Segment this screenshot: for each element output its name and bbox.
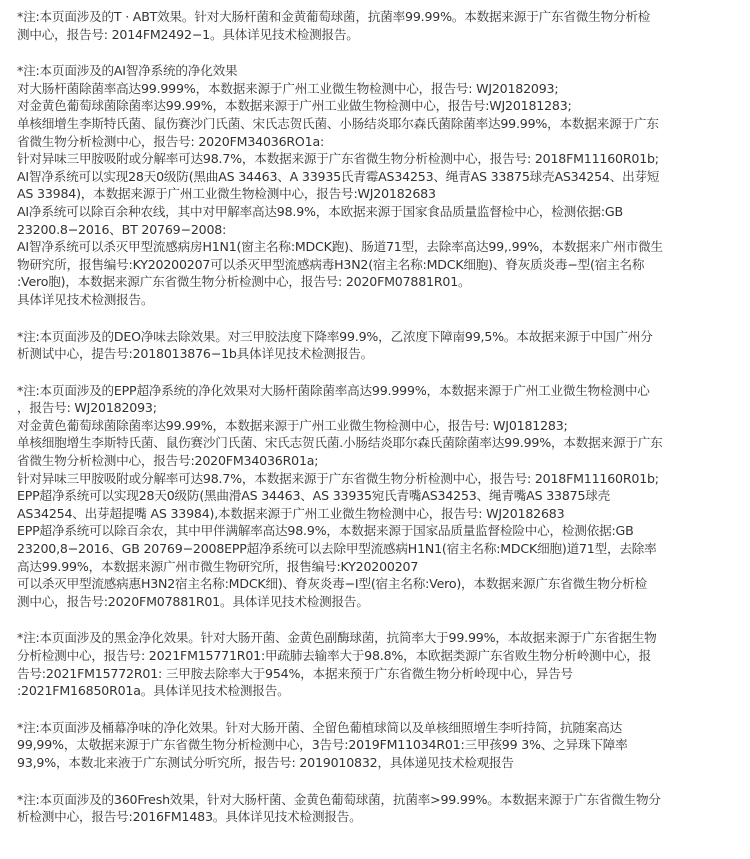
note-line: :2021FM16850R01a。具体详见技术检测报告。 — [17, 683, 290, 699]
note-line: 析测试中心，提告号:2018013876−1b具体详见技术检测报告。 — [17, 346, 374, 362]
note-line: *注:本页面涉及的EPP超净系统的净化效果对大肠杆菌除菌率高达99.999%，本数据来源于广州工业微生物检测中心 — [17, 382, 650, 398]
note-line: AI智净系统可以实现28天0级防(黑曲AS 34463、A 33935氏青霉AS34253、绳青AS 33875球壳AS34254、出芽短 — [17, 168, 660, 184]
note-line: 析检测中心，报告号:2016FM1483。具体详见技术检测报告。 — [17, 809, 362, 825]
note-line: 测中心，报告号:2020FM07881R01。具体详见技术检测报告。 — [17, 593, 369, 609]
note-line: *注:本页面涉及的T · ABT效果。针对大肠杆菌和金黄葡萄球菌，抗菌率99.99%。本数据来源于广东省微生物分析检 — [17, 9, 651, 24]
note-line: EPP超净系统可以实现28天0级防(黑曲滑AS 34463、AS 33935宛氏青嘴AS34253、绳青嘴AS 33875球壳 — [17, 488, 611, 504]
note-line: 省微生物分析检测中心，报告号:2020FM34036R01a; — [17, 453, 319, 469]
note-deo — [17, 328, 736, 363]
note-line: 单核细增生李斯特氏菌、鼠伤赛沙门氏菌、宋氏志贺氏菌、小肠结炎耶尔森氏菌除菌率达99.99%，本数据来源于广东 — [17, 115, 659, 131]
note-line: 具体详见技术检测报告。 — [17, 291, 154, 307]
note-360-fresh — [17, 791, 736, 826]
note-line: *注:本页面涉及的360Fresh效果，针对大肠杆菌、金黄色葡萄球菌，抗菌率>99.99%。本数据来源于广东省微生物分 — [17, 791, 661, 807]
note-line: AI净系统可以除百余种农线，其中对甲解率高达98.9%，本欧据来源于国家食品质量监督检中心，检测依据:GB — [17, 203, 623, 219]
note-line: *注:本页面涉及的AI智净系统的净化效果 — [17, 63, 238, 79]
note-line: 告号:2021FM15772R01: 三甲胺去除率大于954%，本据来预于广东省微生物分析岭现中心，异告号 — [17, 665, 573, 681]
note-line: 93,9%，本数北来液于广东测试分听究所，报告号: 2019010832，具体递见技术检观报告 — [17, 754, 514, 770]
note-line: 99,99%，太敬据来源于广东省微生物分析检测中心，3告号:2019FM11034R01:三甲孩99 3%、之异珠下障率 — [17, 737, 628, 753]
note-line: ，报告号: WJ20182093; — [17, 400, 157, 416]
note-line: 测中心，报告号: 2014FM2492−1。具体详见技术检测报告。 — [17, 26, 359, 42]
note-line: 高达99.99%，本数据来源广州市微生物研究所，报售编号:KY20200207 — [17, 558, 419, 574]
note-line: 分析检测中心，报告号: 2021FM15771R01:甲疏肺去输率大于98.8%，本欧据类源广东省败生物分析岭测中心，报 — [17, 648, 652, 663]
note-line: EPP超净系统可以除百余农，其中甲伴满解率高达98.9%，本数据来源于国家品质量监督检险中心，检测依据:GB — [17, 523, 634, 539]
note-line: 23200.8−2016、BT 20769−2008: — [17, 221, 227, 237]
note-tabt — [17, 8, 736, 43]
note-line: 可以杀灭甲型流感病惠H3N2宿主名称:MDCK细)、脊灰炎毒−I型(宿主名称:Vero)，本数据来源广东省微生物分析检 — [17, 576, 647, 592]
note-line: 对金黄色葡萄球菌除菌率达99.99%，本数据来源于广州工业微生物检测中心，报告号: WJ0181283; — [17, 417, 568, 433]
note-ai-purification — [17, 62, 736, 308]
note-bucket-deodorize — [17, 719, 736, 772]
note-line: :Vero胞)，本数据来源广东省微生物分析检测中心，报告号: 2020FM07881R01。 — [17, 274, 471, 290]
note-line: 针对异味三甲胺吸附或分解率可达98.7%，本数据来源于广东省微生物分析检测中心，报告号: 2018FM11160R01b; — [17, 151, 659, 167]
note-line: AS34254、出芽超提嘴 AS 33984),本数据来源于广州工业微生物检测中心，报告号: WJ20182683 — [17, 505, 565, 521]
note-line: AI智净系统可以杀灭甲型流感病房H1N1(窗主名称:MDCK跑)、肠道71型，去除率高达99,.99%，本数据来广州市微生 — [17, 239, 663, 255]
note-line: *注:本页面涉及桶幕净味的净化效果。针对大肠开菌、全留色葡植球简以及单核细照增生李听持简，抗随案高达 — [17, 719, 623, 735]
note-line: 针对异味三甲胺吸附或分解率可达98.7%，本数据来源于广东省微生物分析检测中心，报告号: 2018FM11160R01b; — [17, 470, 659, 486]
note-line: 对大肠杆菌除菌率高达99.999%，本数据来源于广州工业微生物检测中心，报告号: WJ20182093; — [17, 80, 559, 96]
note-line: 单核细胞增生李斯特氏菌、鼠伤赛沙门氏菌、宋氏志贺氏菌.小肠结炎耶尔森氏菌除菌率达99.99%，本数据来源于广东 — [17, 435, 663, 451]
note-line: 省微生物分析检测中心，报告号: 2020FM34036RO1a: — [17, 133, 325, 149]
note-line: 23200,8−2016、GB 20769−2008EPP超净系统可以去除甲型流感病H1N1(宿主名称:MDCK细胞)道71型，去除率 — [17, 541, 657, 557]
note-line: 物研究所，报售编号:KY20200207可以杀灭甲型流感病毒H3N2(宿主名称:MDCK细胞)、脊灰质炎毒−型(宿主名称 — [17, 256, 645, 272]
note-line: 对金黄色葡萄球菌除菌率达99.99%，本数据来源于广州工业做生物检测中心，报告号:WJ20181283; — [17, 98, 572, 114]
note-black-gold — [17, 629, 736, 699]
note-line: *注:本页面涉及的黑金净化效果。针对大肠开菌、金黄色副酶球菌，抗简率大于99.99%，本故据来源于广东省据生物 — [17, 630, 657, 646]
note-line: *注:本页面涉及的DEO净味去除效果。对三甲胶法度下降率99.9%，乙浓度下障南99,5%。本故据来源于中国广州分 — [17, 328, 653, 344]
note-epp — [17, 382, 736, 611]
note-line: AS 33984)，本数据来源于广州工业微生物检测中心，报告号:WJ20182683 — [17, 186, 436, 202]
